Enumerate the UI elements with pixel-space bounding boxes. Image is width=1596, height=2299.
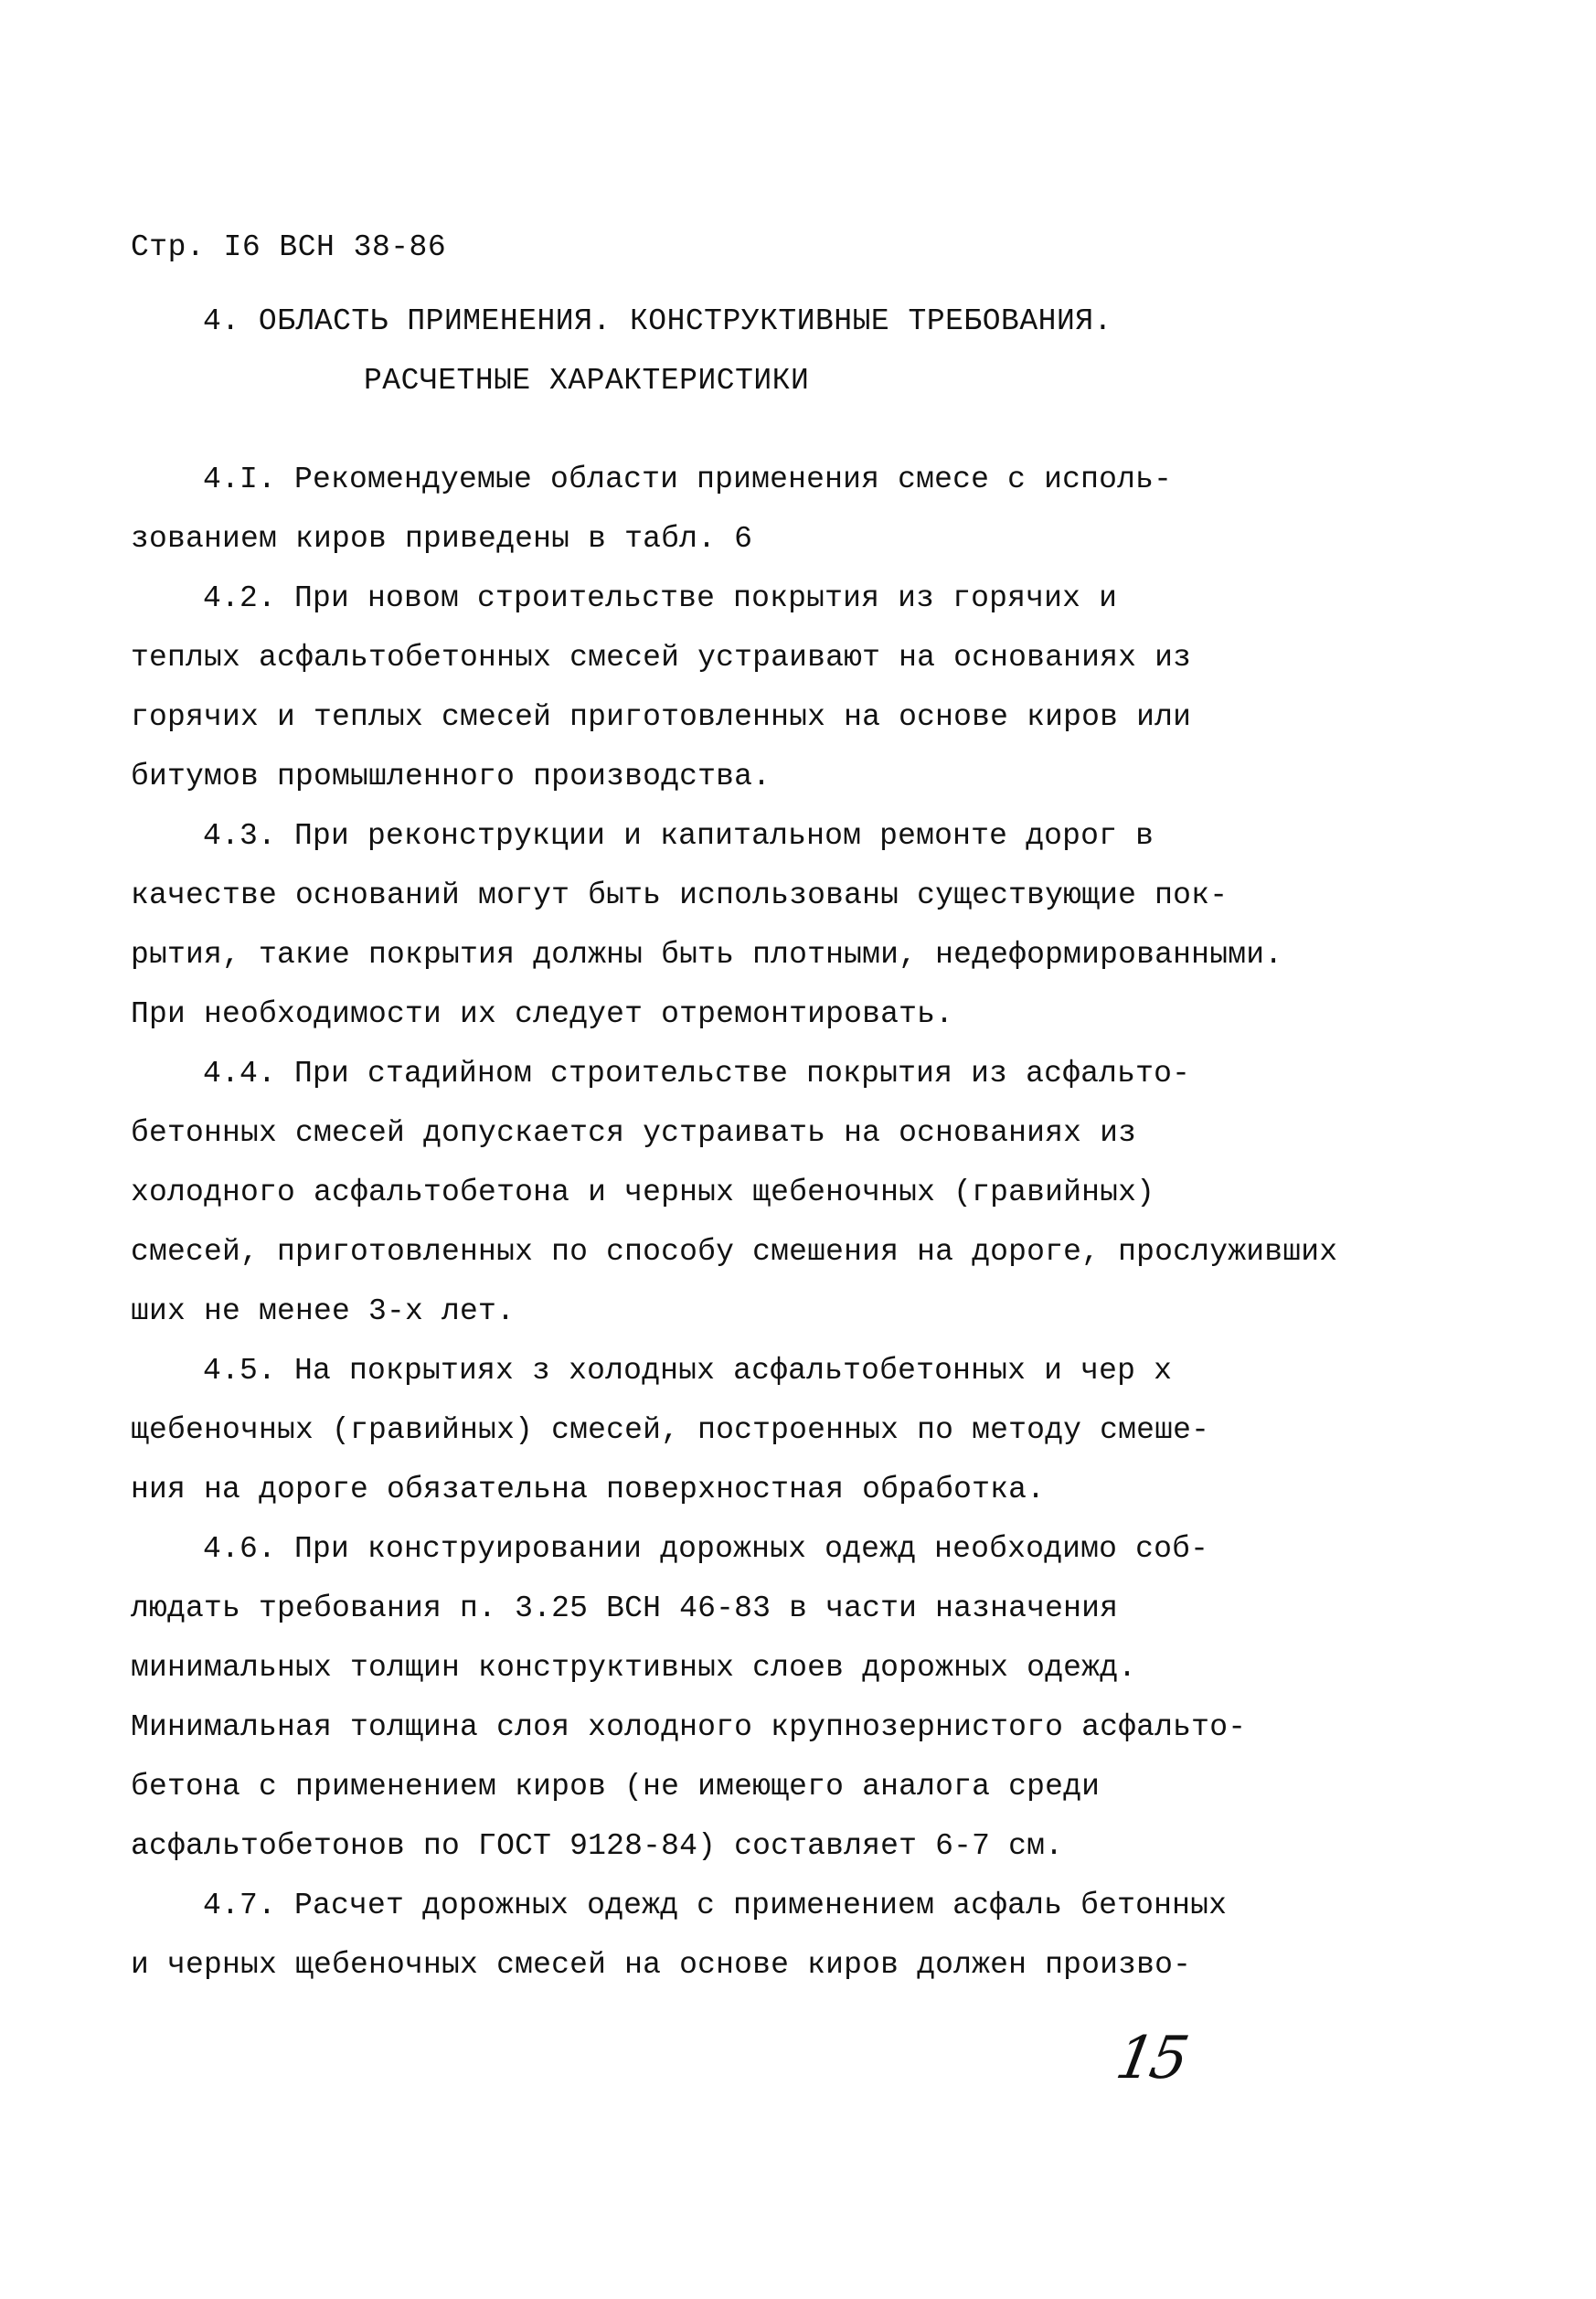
text-line: бетонных смесей допускается устраивать на основаниях из [131, 1116, 1137, 1150]
text-line: холодного асфальтобетона и черных щебеночных (гравийных) [131, 1176, 1155, 1209]
section-title-line-2: РАСЧЕТНЫЕ ХАРАКТЕРИСТИКИ [364, 364, 810, 398]
handwritten-page-number: 15 [1111, 2025, 1190, 2092]
text-line: 4.3. При реконструкции и капитальном ремонте дорог в [203, 819, 1154, 853]
text-line: Минимальная толщина слоя холодного крупнозернистого асфальто- [131, 1710, 1247, 1744]
text-line: При необходимости их следует отремонтировать. [131, 997, 954, 1031]
text-line: качестве оснований могут быть использованы существующие пок- [131, 878, 1229, 912]
text-line: 4.5. На покрытиях з холодных асфальтобетонных и чер х [203, 1354, 1173, 1388]
text-line: 4.2. При новом строительстве покрытия из горячих и [203, 581, 1118, 615]
text-line: минимальных толщин конструктивных слоев дорожных одежд. [131, 1651, 1137, 1685]
text-line: людать требования п. 3.25 ВСН 46-83 в части назначения [131, 1591, 1119, 1625]
page-header: Стр. I6 ВСН 38-86 [131, 230, 447, 264]
text-line: ших не менее 3-х лет. [131, 1294, 516, 1328]
section-title-line-1: 4. ОБЛАСТЬ ПРИМЕНЕНИЯ. КОНСТРУКТИВНЫЕ ТРЕБОВАНИЯ. [203, 304, 1112, 338]
text-line: смесей, приготовленных по способу смешения на дороге, прослуживших [131, 1235, 1338, 1269]
text-line: 4.4. При стадийном строительстве покрытия из асфальто- [203, 1057, 1191, 1091]
text-line: 4.6. При конструировании дорожных одежд необходимо соб- [203, 1532, 1209, 1566]
text-line: битумов промышленного производства. [131, 760, 771, 793]
text-line: асфальтобетонов по ГОСТ 9128-84) составляет 6-7 см. [131, 1829, 1064, 1863]
body-text [131, 450, 1338, 1995]
text-line: 4.I. Рекомендуемые области применения смесе с исполь- [203, 463, 1173, 496]
text-line: ния на дороге обязательна поверхностная обработка. [131, 1473, 1046, 1506]
text-line: теплых асфальтобетонных смесей устраивают на основаниях из [131, 641, 1192, 675]
text-line: рытия, такие покрытия должны быть плотными, недеформированными. [131, 938, 1283, 972]
text-line: зованием киров приведены в табл. 6 [131, 522, 753, 556]
text-line: горячих и теплых смесей приготовленных на основе киров или [131, 700, 1192, 734]
text-line: и черных щебеночных смесей на основе киров должен произво- [131, 1948, 1192, 1982]
text-line: 4.7. Расчет дорожных одежд с применением асфаль бетонных [203, 1889, 1228, 1922]
text-line: щебеночных (гравийных) смесей, построенных по методу смеше- [131, 1413, 1210, 1447]
text-line: бетона с применением киров (не имеющего аналога среди [131, 1770, 1101, 1804]
